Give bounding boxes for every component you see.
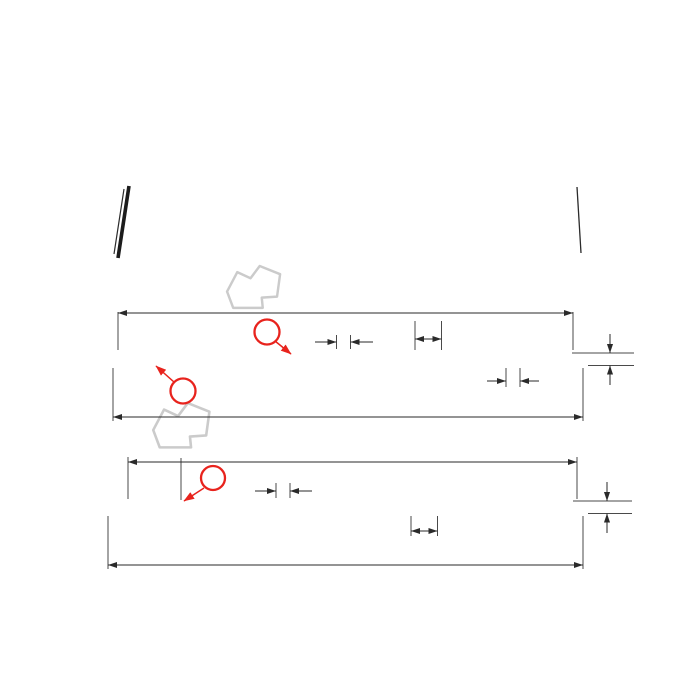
marker-b-circle	[255, 320, 280, 345]
marker-leader	[184, 488, 204, 501]
marker-r-circle	[201, 466, 225, 490]
marker-leader	[275, 341, 291, 354]
sheet-3d-end-caps	[114, 186, 581, 258]
marker-b	[255, 320, 292, 355]
sheet-edge-thick-line	[118, 186, 129, 258]
marker-r	[184, 466, 225, 501]
watermark-top	[227, 266, 280, 308]
watermark-middle	[153, 403, 209, 447]
marker-a	[156, 366, 196, 404]
marker-a-circle	[171, 379, 196, 404]
metall-profil-logo-icon	[153, 403, 209, 447]
marker-leader	[156, 366, 174, 382]
metall-profil-logo-icon	[227, 266, 280, 308]
sheet-right-end-line	[577, 187, 581, 253]
profile-r-section	[108, 457, 632, 569]
